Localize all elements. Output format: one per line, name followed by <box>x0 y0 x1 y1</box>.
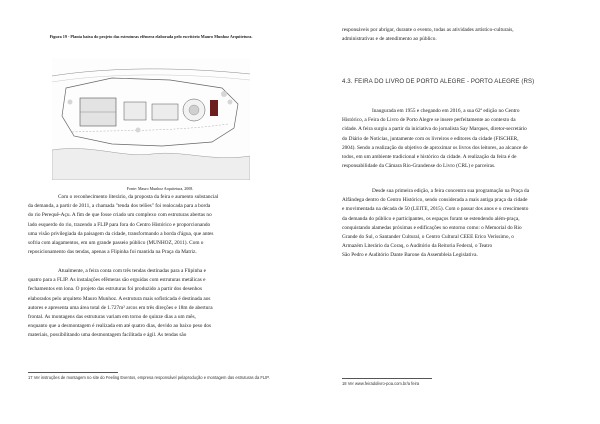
left-paragraph-2 <box>28 267 272 341</box>
footnote-rule <box>28 372 118 373</box>
text-line: Histórico, a Feira do Livro de Porto Alegre se insere perfeitamente ao contexto da <box>342 117 516 124</box>
text-line: autores e apresenta uma área total de 1.727m² arcos em três direções e 18m de abertura <box>28 304 213 311</box>
text-line: elaborados pelo arquiteto Mauro Munhoz. A estrutura mais sofisticada é destinada aos <box>28 295 211 302</box>
text-line: Desde sua primeira edição, a feira concentra sua programação na Praça da <box>372 188 530 194</box>
text-line: Inaugurada em 1955 e chegando em 2016, a sua 62ª edição no Centro <box>372 108 520 114</box>
section-heading: 4.3. FEIRA DO LIVRO DE PORTO ALEGRE - PORTO ALEGRE (RS) <box>342 78 535 85</box>
text-line: materiais, possibilitando uma desmontagem facilitada e ágil. As tendas são <box>28 332 187 339</box>
text-line: 2004). Sendo a realização do objetivo de aproximar os livros dos leitores, ao alcance de <box>342 144 528 151</box>
right-continuation-text <box>342 26 562 44</box>
right-footnote <box>342 381 562 387</box>
text-line: Grande do Sul, o Santander Cultural, o Centro Cultural CEEE Erico Veríssimo, o <box>342 234 514 241</box>
figure-source: Fonte: Mauro Munhoz Arquitetura, 2008. <box>126 186 194 191</box>
text-line: do Diário de Notícias, juntamente com os livreiros e editores da cidade (FISCHER, <box>342 135 519 142</box>
text-line: responsabilidade da Câmara Rio-Grandense do Livro (CRL) e parceiras. <box>342 163 496 170</box>
text-line: frontal. As montagens das estruturas variam em torno de quinze dias a um mês, <box>28 314 196 321</box>
left-paragraph-1 <box>28 193 272 257</box>
text-line: do rio Perequê-Açu. A fim de que fosse criado um complexo com estruturas abertas no <box>28 212 212 219</box>
text-line: Com o reconhecimento literário, da proposta da feira e aumento substancial <box>58 194 219 200</box>
footnote-rule-right <box>342 378 432 379</box>
text-line: da demanda do público e participantes, os espaços foram se estendendo além-praça, <box>342 215 520 222</box>
text-line: Armazém Literário da Coraq, o Auditório da Reitoria Federal, o Teatro <box>342 243 493 250</box>
text-line: São Pedro e Auditório Dante Barone da Assembleia Legislativa. <box>342 252 478 259</box>
right-paragraph-1 <box>342 107 562 171</box>
text-line: da demanda, a partir de 2011, a chamada "tenda dos telões" foi realocada para a borda <box>28 203 211 210</box>
text-line: 18 Ver www.feiradolivro-poa.com.br/a feira <box>342 381 420 386</box>
site-plan-figure <box>52 58 250 180</box>
text-line: uma visão privilegiada da paisagem da cidade, transformando a borda d'água, que antes <box>28 230 214 237</box>
text-line: responsáveis por abrigar, durante o evento, todas as atividades artístico-culturais, <box>342 27 514 33</box>
text-line: Atualmente, a feira conta com três tendas destinadas para a Flipinha e <box>58 268 206 274</box>
text-line: quatro para a FLIP. As instalações efêmeras são erguidas com estruturas metálicas e <box>28 277 206 284</box>
text-line: enquanto que a desmontagem é realizada em até quatro dias, devido ao baixo peso dos <box>28 323 212 330</box>
text-line: produção e montagem das estruturas da FLIP. <box>185 375 270 380</box>
text-line: Alfândega dentro do Centro Histórico, sendo considerada a mais antiga praça da cidade <box>342 197 528 204</box>
left-footnote <box>28 375 272 381</box>
text-line: conquistando alamedas próximas e edificações no entorno como: o Memorial do Rio <box>342 224 522 231</box>
text-line: todos, em um ambiente tradicional e histórico da cidade. A realização da feira é de <box>342 154 517 161</box>
text-line: sofria com alagamentos, em um grande passeio público (MUNHOZ, 2011). Com o <box>28 240 204 247</box>
text-line: administrativas e de atendimento ao público. <box>342 36 437 43</box>
text-line: 17 Ver instruções de montagem no site do Feeling Eventos, empresa responsável pela <box>28 375 186 380</box>
text-line: e movimentada na década de 50 (LEITE, 2015). Com o passar dos anos e o crescimento <box>342 206 529 213</box>
text-line: cidade. A feira surgiu a partir da iniciativa do jornalista Say Marques, diretor-secretário <box>342 126 527 133</box>
text-line: reposicionamento das tendas, apenas a Flipinha foi mantida na Praça da Matriz. <box>28 249 197 256</box>
text-line: fechamentos em lona. O projeto das estruturas foi produzido a partir dos desenhos <box>28 286 203 293</box>
right-paragraph-2 <box>342 187 562 261</box>
text-line: lado esquerdo do rio, trazendo a FLIP para fora do Centro Histórico e proporcionando <box>28 221 211 228</box>
figure-caption: Figura 19 - Planta baixa do projeto das estruturas efêmera elaborada pelo escritório Mauro Munhoz Arquitetura. <box>49 34 253 39</box>
